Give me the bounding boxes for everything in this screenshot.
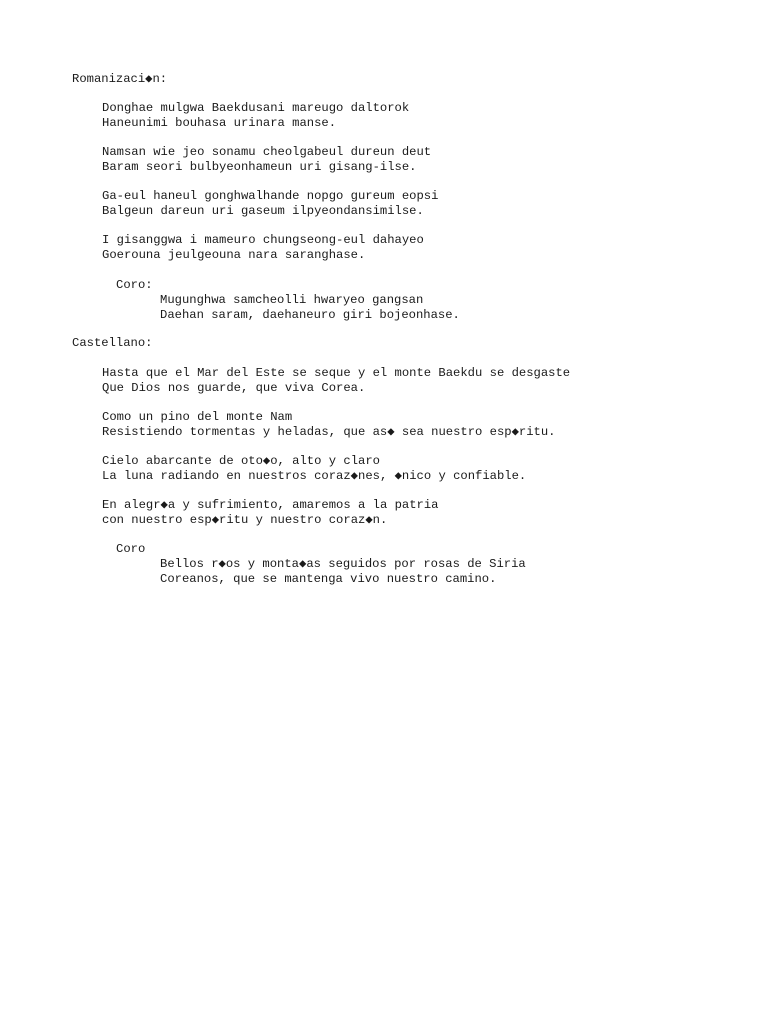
chorus-line: Daehan saram, daehaneuro giri bojeonhase. — [160, 308, 460, 322]
chorus-line: Coreanos, que se mantenga vivo nuestro camino. — [160, 572, 497, 586]
verse-line: En alegr◆a y sufrimiento, amaremos a la patria — [102, 498, 439, 512]
section-heading-spanish: Castellano: — [72, 336, 153, 350]
verse-line: Haneunimi bouhasa urinara manse. — [102, 116, 337, 130]
chorus-label: Coro — [116, 542, 146, 556]
verse-line: Balgeun dareun uri gaseum ilpyeondansimilse. — [102, 204, 424, 218]
verse-line: Que Dios nos guarde, que viva Corea. — [102, 381, 366, 395]
verse-line: con nuestro esp◆ritu y nuestro coraz◆n. — [102, 513, 388, 527]
verse-line: Resistiendo tormentas y heladas, que as◆ sea nuestro esp◆ritu. — [102, 425, 556, 439]
chorus-label: Coro: — [116, 278, 153, 292]
verse-line: Cielo abarcante de oto◆o, alto y claro — [102, 454, 380, 468]
verse-line: Goerouna jeulgeouna nara saranghase. — [102, 248, 366, 262]
section-heading-romanization: Romanizaci◆n: — [72, 72, 168, 86]
verse-line: Baram seori bulbyeonhameun uri gisang-ilse. — [102, 160, 417, 174]
verse-line: Namsan wie jeo sonamu cheolgabeul dureun deut — [102, 145, 432, 159]
chorus-line: Mugunghwa samcheolli hwaryeo gangsan — [160, 293, 424, 307]
verse-line: Hasta que el Mar del Este se seque y el monte Baekdu se desgaste — [102, 366, 571, 380]
verse-line: I gisanggwa i mameuro chungseong-eul dahayeo — [102, 233, 424, 247]
verse-line: Donghae mulgwa Baekdusani mareugo daltorok — [102, 101, 410, 115]
verse-line: Como un pino del monte Nam — [102, 410, 293, 424]
verse-line: La luna radiando en nuestros coraz◆nes, ◆nico y confiable. — [102, 469, 527, 483]
chorus-line: Bellos r◆os y monta◆as seguidos por rosas de Siria — [160, 557, 526, 571]
verse-line: Ga-eul haneul gonghwalhande nopgo gureum eopsi — [102, 189, 439, 203]
